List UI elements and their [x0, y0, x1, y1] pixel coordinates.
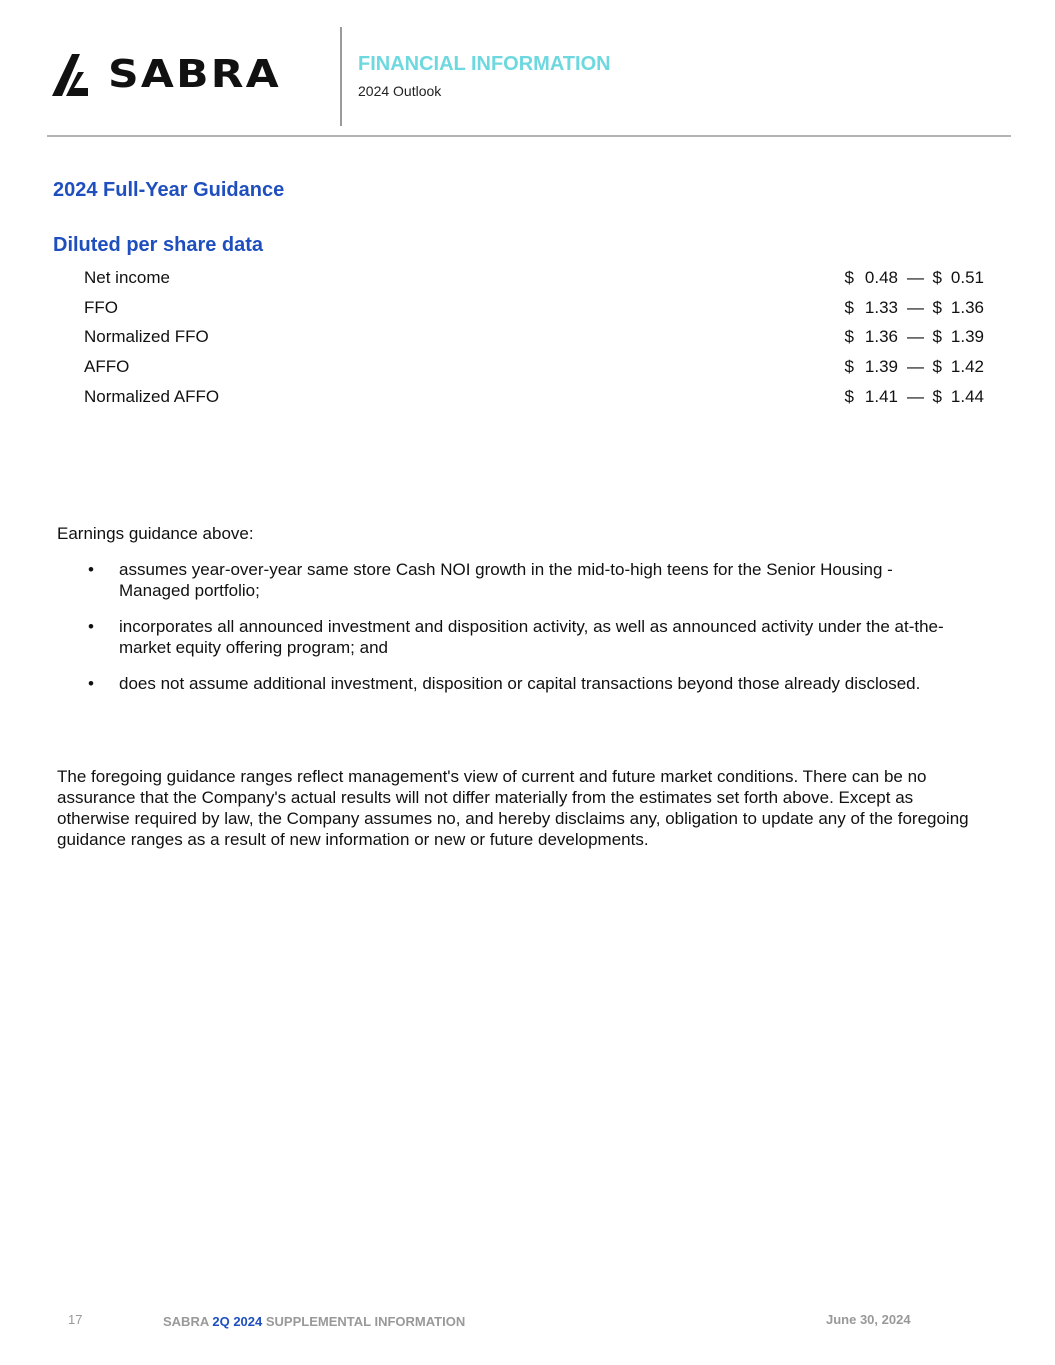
guidance-table	[84, 266, 984, 414]
header-rule	[47, 135, 1011, 137]
disclaimer-paragraph: The foregoing guidance ranges reflect management's view of current and future market conditions. There can be no assurance that the Company's actual results will not differ materially from the estimates set forth above. Except as otherwise required by law, the Company assumes no, and hereby disclaims any, obligation to update any of the foregoing guidance ranges as a result of new information or new or future developments.	[57, 767, 969, 849]
range-separator: —	[907, 297, 924, 317]
guidance-row	[84, 325, 984, 355]
guidance-row	[84, 266, 984, 296]
low-value: 0.48	[864, 268, 898, 287]
assumptions-list	[88, 559, 968, 709]
bullet-icon: •	[88, 617, 94, 636]
high-currency: $	[932, 327, 942, 347]
section-subtitle: 2024 Outlook	[358, 83, 442, 99]
high-value: 1.44	[950, 386, 984, 406]
high-currency: $	[932, 297, 942, 317]
high-currency: $	[932, 268, 942, 287]
bullet-text: does not assume additional investment, disposition or capital transactions beyond those already disclosed.	[119, 674, 921, 693]
high-value: 0.51	[950, 268, 984, 287]
range-separator: —	[907, 268, 924, 287]
low-value: 1.36	[864, 327, 898, 347]
row-label: Normalized AFFO	[84, 386, 220, 406]
brand-wordmark: SABRA	[108, 52, 281, 96]
footer-date: June 30, 2024	[826, 1312, 911, 1327]
high-value: 1.39	[950, 327, 984, 347]
range-separator: —	[907, 327, 924, 347]
footer-title	[163, 1314, 465, 1329]
list-item	[88, 616, 968, 658]
row-label: AFFO	[84, 357, 130, 377]
bullet-text: incorporates all announced investment and disposition activity, as well as announced activity under the at-the-market equity offering program; and	[119, 617, 944, 657]
bullet-icon: •	[88, 560, 94, 579]
footer-doc-title: SUPPLEMENTAL INFORMATION	[265, 1314, 466, 1329]
high-currency: $	[932, 386, 942, 406]
low-value: 1.41	[864, 386, 898, 406]
guidance-subtitle: Diluted per share data	[53, 234, 264, 256]
list-item	[88, 673, 968, 694]
footer-period: 2Q 2024	[212, 1314, 263, 1329]
row-label: Normalized FFO	[84, 327, 209, 347]
guidance-title: 2024 Full-Year Guidance	[53, 179, 285, 201]
high-value: 1.42	[950, 357, 984, 377]
range-separator: —	[907, 386, 924, 406]
row-label: Net income	[84, 268, 170, 287]
header-divider	[340, 27, 342, 126]
sabra-mark-icon	[52, 50, 104, 100]
assumptions-intro: Earnings guidance above:	[57, 524, 254, 543]
guidance-row	[84, 385, 984, 415]
high-currency: $	[932, 357, 942, 377]
guidance-row	[84, 296, 984, 326]
low-value: 1.33	[864, 297, 898, 317]
high-value: 1.36	[950, 297, 984, 317]
range-separator: —	[907, 357, 924, 377]
low-currency: $	[844, 297, 854, 317]
guidance-row	[84, 355, 984, 385]
low-currency: $	[844, 357, 854, 377]
row-label: FFO	[84, 297, 118, 317]
footer-brand: SABRA	[163, 1314, 209, 1329]
low-currency: $	[844, 268, 854, 287]
list-item	[88, 559, 968, 601]
section-title: FINANCIAL INFORMATION	[358, 53, 611, 75]
bullet-icon: •	[88, 674, 94, 693]
low-currency: $	[844, 327, 854, 347]
page-number: 17	[68, 1312, 83, 1327]
sabra-logo	[52, 50, 297, 100]
low-value: 1.39	[864, 357, 898, 377]
low-currency: $	[844, 386, 854, 406]
bullet-text: assumes year-over-year same store Cash NOI growth in the mid-to-high teens for the Senior Housing - Managed portfolio;	[119, 560, 893, 600]
